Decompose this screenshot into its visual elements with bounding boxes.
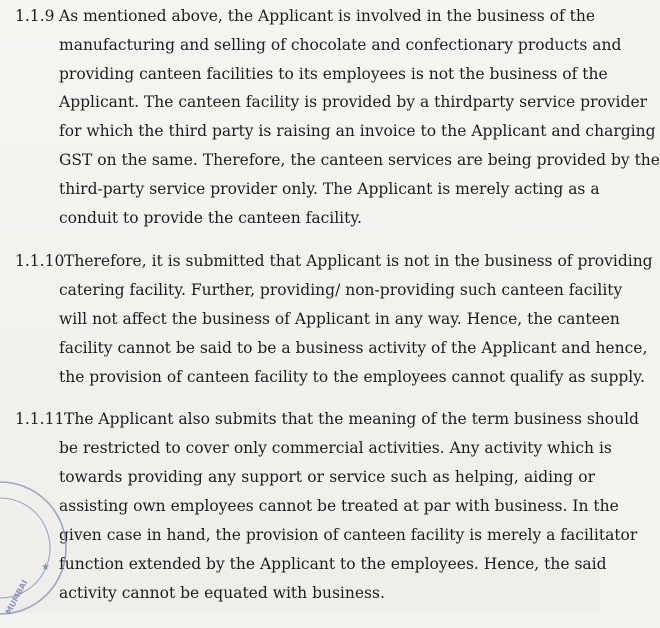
paragraph-line: will not affect the business of Applicant in any way. Hence, the canteen (59, 310, 620, 328)
paragraph-line: catering facility. Further, providing/ non-providing such canteen facility (59, 281, 623, 299)
paragraph-line: conduit to provide the canteen facility. (59, 209, 362, 227)
paragraph-line: be restricted to cover only commercial activities. Any activity which is (59, 439, 612, 457)
seal-star-icon: ★ (41, 562, 50, 573)
paragraph-line: function extended by the Applicant to the employees. Hence, the said (59, 555, 607, 573)
paragraph-line: GST on the same. Therefore, the canteen services are being provided by the (59, 151, 660, 169)
paragraph-line: for which the third party is raising an invoice to the Applicant and charging (59, 122, 656, 140)
paragraph-number: 1.1.11 (15, 410, 65, 428)
paragraph-line: given case in hand, the provision of canteen facility is merely a facilitator (59, 526, 638, 544)
paragraph-line: third-party service provider only. The Applicant is merely acting as a (59, 180, 600, 198)
paragraph-line: assisting own employees cannot be treated at par with business. In the (59, 497, 619, 515)
paragraph-line: providing canteen facilities to its employees is not the business of the (59, 65, 608, 83)
paragraph-number: 1.1.9 (15, 7, 55, 25)
paragraph-line: activity cannot be equated with business. (59, 584, 385, 602)
paragraph-line: manufacturing and selling of chocolate and confectionary products and (59, 36, 622, 54)
paragraph-line: The Applicant also submits that the meaning of the term business should (64, 410, 639, 428)
paragraph-line: the provision of canteen facility to the employees cannot qualify as supply. (59, 368, 645, 386)
paragraph-line: Applicant. The canteen facility is provided by a thirdparty service provider (59, 93, 648, 111)
paragraph-line: Therefore, it is submitted that Applicant is not in the business of providing (64, 252, 653, 270)
paragraph-number: 1.1.10 (15, 252, 65, 270)
paragraph-line: facility cannot be said to be a business activity of the Applicant and hence, (59, 339, 648, 357)
seal-text-bottom: MUMBAI (3, 578, 30, 616)
paragraph-line: As mentioned above, the Applicant is involved in the business of the (59, 7, 596, 25)
paragraph-line: towards providing any support or service such as helping, aiding or (59, 468, 595, 486)
